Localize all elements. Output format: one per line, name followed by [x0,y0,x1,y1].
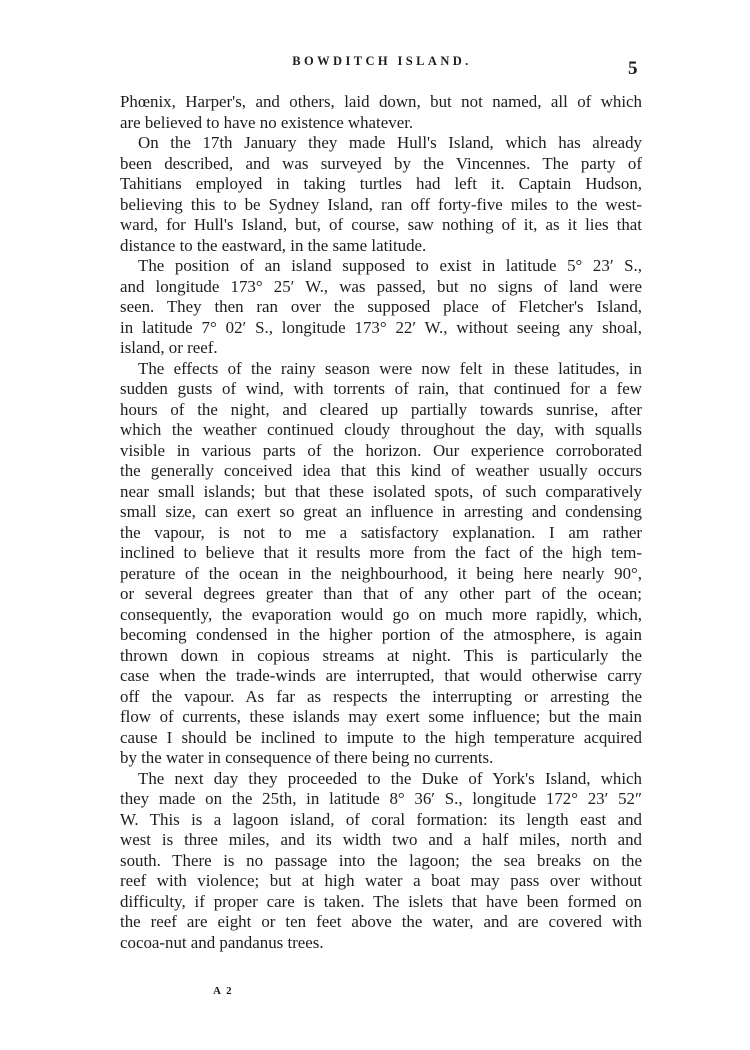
paragraph [120,359,642,769]
text-line: becoming condensed in the higher portion of the atmosphere, is again [120,625,642,644]
text-line: reef with violence; but at high water a boat may pass over without [120,871,642,890]
paragraph [120,769,642,954]
text-line: and longitude 173° 25′ W., was passed, but no signs of land were [120,276,642,296]
text-line: The position of an island supposed to exist in latitude 5° 23′ S., [138,256,642,275]
paragraph [120,256,642,359]
text-line: difficulty, if proper care is taken. The islets that have been formed on [120,891,642,911]
text-line: perature of the ocean in the neighbourhood, it being here nearly 90°, [120,563,642,583]
text-line: off the vapour. As far as respects the interrupting or arresting the [120,686,642,706]
text-line: in latitude 7° 02′ S., longitude 173° 22′ W., without seeing any shoal, [120,317,642,337]
text-line: cocoa-nut and pandanus trees. [120,932,324,952]
text-line: Phœnix, Harper's, and others, laid down, but not named, all of which [120,92,642,111]
text-line: believing this to be Sydney Island, ran off forty-five miles to the west- [120,194,642,214]
signature-mark: A 2 [213,985,234,997]
text-line: consequently, the evaporation would go on much more rapidly, which, [120,604,642,624]
text-line: seen. They then ran over the supposed place of Fletcher's Island, [120,297,642,316]
text-line: the reef are eight or ten feet above the water, and are covered with [120,912,642,931]
text-line: The effects of the rainy season were now felt in these latitudes, in [138,358,642,378]
text-line: Tahitians employed in taking turtles had left it. Captain Hudson, [120,174,642,193]
text-line: island, or reef. [120,338,218,357]
body-text [120,92,642,953]
text-line: the generally conceived idea that this kind of weather usually occurs [120,461,642,480]
text-line: W. This is a lagoon island, of coral formation: its length east and [120,809,642,829]
text-line: been described, and was surveyed by the Vincennes. The party of [120,153,642,173]
text-line: west is three miles, and its width two and a half miles, north and [120,830,642,849]
running-head: BOWDITCH ISLAND. [292,54,472,68]
paragraph [120,133,642,256]
text-line: thrown down in copious streams at night. This is particularly the [120,645,642,665]
text-line: they made on the 25th, in latitude 8° 36′ S., longitude 172° 23′ 52″ [120,789,642,808]
text-line: cause I should be inclined to impute to the high temperature acquired [120,727,642,747]
text-line: visible in various parts of the horizon. Our experience corroborated [120,440,642,460]
text-line: or several degrees greater than that of any other part of the ocean; [120,584,642,603]
text-line: the vapour, is not to me a satisfactory explanation. I am rather [120,522,642,542]
text-line: sudden gusts of wind, with torrents of rain, that continued for a few [120,379,642,398]
text-line: distance to the eastward, in the same latitude. [120,235,427,255]
text-line: inclined to believe that it results more from the fact of the high tem- [120,543,642,562]
text-line: near small islands; but that these isolated spots, of such comparatively [120,481,642,501]
text-line: are believed to have no existence whatever. [120,112,414,132]
paragraph [120,92,642,133]
text-line: south. There is no passage into the lagoon; the sea breaks on the [120,850,642,870]
text-line: On the 17th January they made Hull's Island, which has already [138,133,642,152]
text-line: by the water in consequence of there being no currents. [120,748,494,767]
text-line: The next day they proceeded to the Duke of York's Island, which [138,768,642,788]
text-line: case when the trade-winds are interrupted, that would otherwise carry [120,666,642,685]
text-line: ward, for Hull's Island, but, of course, saw nothing of it, as it lies that [120,215,642,234]
text-line: small size, can exert so great an influence in arresting and condensing [120,502,642,521]
text-line: hours of the night, and cleared up partially towards sunrise, after [120,399,642,419]
page-number: 5 [628,58,638,79]
text-line: flow of currents, these islands may exert some influence; but the main [120,707,642,726]
text-line: which the weather continued cloudy throughout the day, with squalls [120,420,642,439]
